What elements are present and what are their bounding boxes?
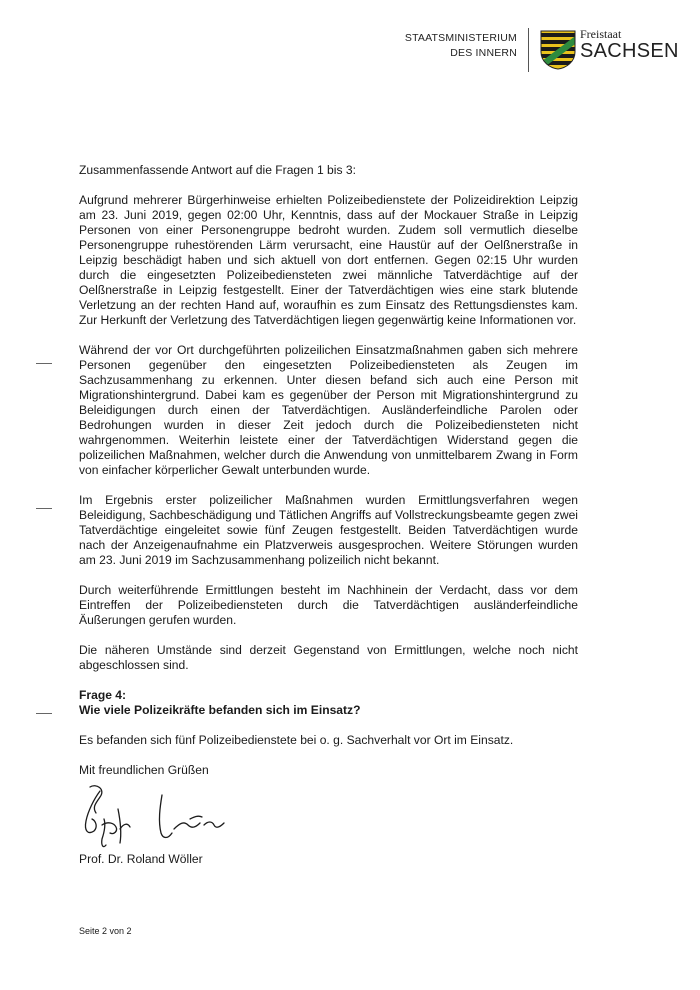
- fold-mark: [36, 713, 52, 714]
- state-line-1: Freistaat: [580, 27, 622, 41]
- ministry-line-2: DES INNERN: [450, 47, 517, 59]
- answer-text: Es befanden sich fünf Polizeibedienstete bei o. g. Sachverhalt vor Ort im Einsatz.: [79, 733, 514, 747]
- intro-heading: Zusammenfassende Antwort auf die Fragen 1 bis 3:: [79, 163, 356, 177]
- state-line-2: SACHSEN: [580, 40, 679, 62]
- letter-body: [79, 163, 578, 793]
- closing-greeting: Mit freundlichen Grüßen: [79, 763, 209, 777]
- body-paragraph: Durch weiterführende Ermittlungen besteht im Nachhinein der Verdacht, dass vor dem Eintreffen der Polizeibediensteten durch die Tatverdächtigen ausländerfeindliche Äußerungen gerufen wurden.: [79, 583, 578, 627]
- state-name: [580, 28, 679, 62]
- fold-mark: [36, 508, 52, 509]
- signer-name: Prof. Dr. Roland Wöller: [79, 852, 203, 866]
- ministry-line-1: STAATSMINISTERIUM: [404, 32, 517, 44]
- handwritten-signature: [66, 779, 236, 855]
- body-paragraph: Aufgrund mehrerer Bürgerhinweise erhielten Polizeibedienstete der Polizeidirektion Leipzig am 23. Juni 2019, gegen 02:00 Uhr, Kenntnis, dass auf der Mockauer Straße in Leipzig Personen von einer Personengruppe bedroht wurden. Zudem soll vermutlich dieselbe Personengruppe ruhestörenden Lärm verursacht, eine Haustür auf der Oelßnerstraße in Leipzig beschädigt haben und sich aktuell von dort entfernen. Gegen 02:15 Uhr wurden durch die eingesetzten Polizeibediensteten zwei männliche Tatverdächtige auf der Oelßnerstraße in Leipzig festgestellt. Einer der Tatverdächtigen wies eine stark blutende Verletzung an der rechten Hand auf, woraufhin es zum Einsatz des Rettungsdienstes kam. Zur Herkunft der Verletzung des Tatverdächtigen liegen gegenwärtig keine Informationen vor.: [79, 193, 578, 327]
- ministry-name: [392, 31, 517, 61]
- saxony-coat-of-arms-icon: [540, 30, 576, 70]
- fold-mark: [36, 363, 52, 364]
- body-paragraph: Während der vor Ort durchgeführten polizeilichen Einsatzmaßnahmen gaben sich mehrere Personen gegenüber den eingesetzten Polizeibediensteten als Zeugen im Sachzusammenhang zu erkennen. Unter diesen befand sich auch eine Person mit Migrationshintergrund. Dabei kam es gegenüber der Person mit Migrationshintergrund zu Beleidigungen durch einen der Tatverdächtigen. Ausländerfeindliche Parolen oder Bedrohungen wurden in dieser Zeit jedoch durch die Polizeibediensteten nicht wahrgenommen. Weiterhin leistete einer der Tatverdächtigen Widerstand gegen die polizeilichen Maßnahmen, welcher durch die Anwendung von unmittelbarem Zwang in Form von einfacher körperlicher Gewalt unterbunden wurde.: [79, 343, 578, 477]
- question-label: Frage 4:: [79, 688, 127, 702]
- body-paragraph: Im Ergebnis erster polizeilicher Maßnahmen wurden Ermittlungsverfahren wegen Beleidigung, Sachbeschädigung und Tätlichen Angriffs auf Vollstreckungsbeamte gegen zwei Tatverdächtige eingeleitet sowie fünf Zeugen festgestellt. Beiden Tatverdächtigen wurde nach der Anzeigenaufnahme ein Platzverweis ausgesprochen. Weitere Störungen wurden am 23. Juni 2019 im Sachzusammenhang polizeilich nicht bekannt.: [79, 493, 578, 567]
- header-divider: [528, 28, 529, 72]
- question-text: Wie viele Polizeikräfte befanden sich im Einsatz?: [79, 703, 361, 717]
- body-paragraph: Die näheren Umstände sind derzeit Gegenstand von Ermittlungen, welche noch nicht abgeschlossen sind.: [79, 643, 578, 672]
- page-number: Seite 2 von 2: [79, 926, 132, 936]
